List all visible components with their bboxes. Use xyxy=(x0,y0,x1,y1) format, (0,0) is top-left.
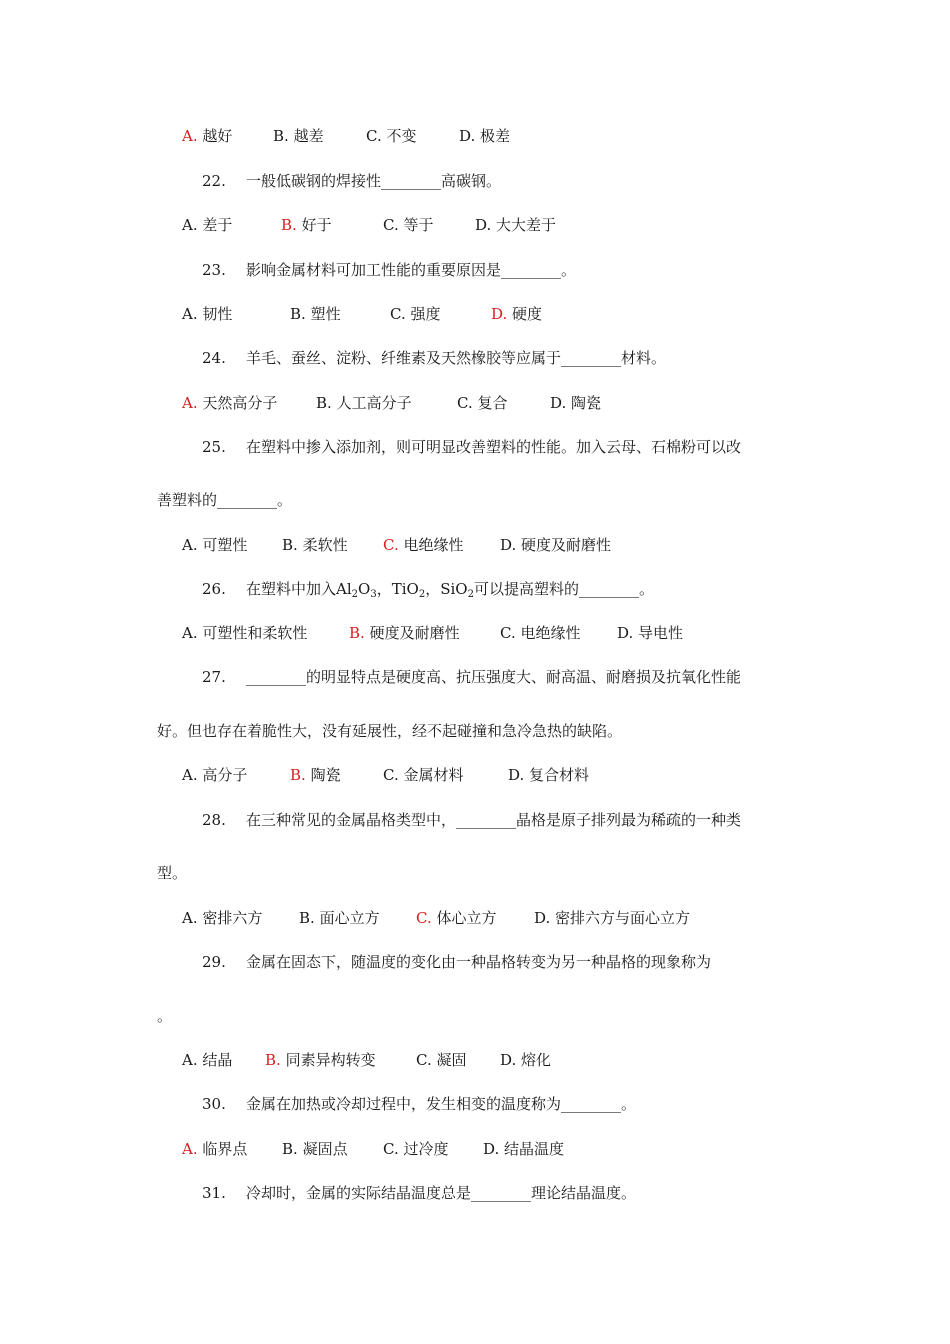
question-text: 金属在加热或冷却过程中，发生相变的温度称为________。 xyxy=(246,1095,637,1113)
option-c xyxy=(390,304,441,324)
option-letter: D. xyxy=(534,909,551,927)
option-text: 电绝缘性 xyxy=(520,624,581,642)
option-letter: A. xyxy=(182,1051,198,1069)
option-letter: D. xyxy=(475,216,492,234)
option-d xyxy=(475,215,556,235)
option-letter: A. xyxy=(182,766,198,784)
option-text: 金属材料 xyxy=(403,766,464,784)
option-text: 等于 xyxy=(403,216,434,234)
option-letter: D. xyxy=(483,1140,500,1158)
option-letter: B. xyxy=(290,305,306,323)
option-letter: B. xyxy=(265,1051,281,1069)
option-text: 结晶温度 xyxy=(504,1140,565,1158)
option-c xyxy=(383,765,464,785)
question-number: 28. xyxy=(202,811,226,829)
option-text: 不变 xyxy=(386,127,417,145)
option-text: 电绝缘性 xyxy=(403,536,464,554)
option-letter: C. xyxy=(383,216,399,234)
option-text: 硬度及耐磨性 xyxy=(521,536,612,554)
option-text: 复合 xyxy=(477,394,508,412)
question-number: 30. xyxy=(202,1095,226,1113)
option-letter: D. xyxy=(550,394,567,412)
question-number: 31. xyxy=(202,1184,226,1202)
option-text: 硬度 xyxy=(512,305,543,323)
option-c xyxy=(500,623,581,643)
option-text: 临界点 xyxy=(202,1140,248,1158)
option-b xyxy=(290,765,341,785)
option-b xyxy=(349,623,460,643)
option-a xyxy=(182,304,232,324)
option-d xyxy=(508,765,589,785)
option-c xyxy=(383,1139,449,1159)
option-a xyxy=(182,623,307,643)
option-letter: A. xyxy=(182,127,198,145)
option-letter: D. xyxy=(508,766,525,784)
option-text: 陶瓷 xyxy=(310,766,341,784)
subscript: 3 xyxy=(370,589,377,600)
option-letter: B. xyxy=(349,624,365,642)
option-letter: D. xyxy=(459,127,476,145)
option-c xyxy=(457,393,508,413)
option-letter: B. xyxy=(299,909,315,927)
option-b xyxy=(299,908,380,928)
question-text: 冷却时，金属的实际结晶温度总是________理论结晶温度。 xyxy=(246,1184,637,1202)
option-text: 强度 xyxy=(410,305,441,323)
option-text: 密排六方与面心立方 xyxy=(555,909,691,927)
option-text: 可塑性和柔软性 xyxy=(202,624,308,642)
question-text: 羊毛、蚕丝、淀粉、纤维素及天然橡胶等应属于________材料。 xyxy=(246,349,667,367)
option-c xyxy=(416,1050,467,1070)
question-number: 25. xyxy=(202,438,226,456)
question-number: 27. xyxy=(202,668,226,686)
option-text: 体心立方 xyxy=(436,909,497,927)
option-text: 凝固 xyxy=(436,1051,467,1069)
option-d xyxy=(483,1139,564,1159)
formula-text: 在塑料中加入Al xyxy=(246,580,352,598)
option-letter: C. xyxy=(366,127,382,145)
option-a xyxy=(182,1139,247,1159)
option-b xyxy=(273,126,324,146)
option-c xyxy=(383,535,464,555)
option-text: 越差 xyxy=(293,127,324,145)
option-letter: A. xyxy=(182,624,198,642)
subscript: 2 xyxy=(351,589,359,600)
option-text: 凝固点 xyxy=(302,1140,348,1158)
question-text: 在三种常见的金属晶格类型中，________晶格是原子排列最为稀疏的一种类 xyxy=(246,811,742,829)
option-a xyxy=(182,765,247,785)
option-d xyxy=(534,908,690,928)
option-text: 越好 xyxy=(202,127,233,145)
option-text: 韧性 xyxy=(202,305,233,323)
option-d xyxy=(617,623,683,643)
option-text: 过冷度 xyxy=(403,1140,449,1158)
option-d xyxy=(491,304,542,324)
option-letter: A. xyxy=(182,394,198,412)
option-a xyxy=(182,215,232,235)
option-letter: B. xyxy=(290,766,306,784)
option-text: 大大差于 xyxy=(496,216,557,234)
option-c xyxy=(383,215,434,235)
option-letter: A. xyxy=(182,1140,198,1158)
option-letter: D. xyxy=(491,305,508,323)
option-text: 硬度及耐磨性 xyxy=(369,624,460,642)
option-text: 密排六方 xyxy=(202,909,263,927)
option-letter: B. xyxy=(273,127,289,145)
option-b xyxy=(282,1139,348,1159)
question-number: 26. xyxy=(202,580,226,598)
option-letter: D. xyxy=(617,624,634,642)
option-text: 好于 xyxy=(301,216,332,234)
option-d xyxy=(459,126,510,146)
option-b xyxy=(281,215,332,235)
option-text: 陶瓷 xyxy=(571,394,602,412)
formula-text: ，TiO xyxy=(376,580,419,598)
option-text: 可塑性 xyxy=(202,536,248,554)
option-d xyxy=(500,535,611,555)
option-b xyxy=(265,1050,376,1070)
question-number: 29. xyxy=(202,953,226,971)
option-letter: D. xyxy=(500,536,517,554)
option-text: 差于 xyxy=(202,216,233,234)
option-text: 同素异构转变 xyxy=(285,1051,376,1069)
option-b xyxy=(282,535,348,555)
option-a xyxy=(182,908,262,928)
option-letter: D. xyxy=(500,1051,517,1069)
option-letter: C. xyxy=(500,624,516,642)
question-text: 一般低碳钢的焊接性________高碳钢。 xyxy=(246,172,502,190)
option-letter: C. xyxy=(416,909,432,927)
option-c xyxy=(416,908,497,928)
option-letter: A. xyxy=(182,216,198,234)
option-letter: A. xyxy=(182,536,198,554)
option-letter: B. xyxy=(282,1140,298,1158)
question-text: 金属在固态下，随温度的变化由一种晶格转变为另一种晶格的现象称为 xyxy=(246,953,712,971)
option-text: 极差 xyxy=(480,127,511,145)
option-letter: C. xyxy=(383,1140,399,1158)
option-d xyxy=(500,1050,551,1070)
question-text: ________的明显特点是硬度高、抗压强度大、耐高温、耐磨损及抗氧化性能 xyxy=(246,668,742,686)
option-text: 结晶 xyxy=(202,1051,233,1069)
question-number: 23. xyxy=(202,261,226,279)
option-text: 熔化 xyxy=(521,1051,552,1069)
option-letter: C. xyxy=(383,536,399,554)
option-letter: C. xyxy=(416,1051,432,1069)
option-letter: B. xyxy=(316,394,332,412)
option-d xyxy=(550,393,601,413)
option-letter: A. xyxy=(182,305,198,323)
option-a xyxy=(182,393,277,413)
question-text-continued: 善塑料的________。 xyxy=(157,491,293,509)
option-letter: B. xyxy=(281,216,297,234)
option-text: 人工高分子 xyxy=(336,394,412,412)
option-text: 高分子 xyxy=(202,766,248,784)
option-c xyxy=(366,126,417,146)
option-letter: C. xyxy=(390,305,406,323)
option-text: 导电性 xyxy=(638,624,684,642)
question-number: 22. xyxy=(202,172,226,190)
option-b xyxy=(316,393,412,413)
option-letter: C. xyxy=(457,394,473,412)
option-text: 复合材料 xyxy=(529,766,590,784)
formula-text: O xyxy=(358,580,371,598)
option-letter: A. xyxy=(182,909,198,927)
option-a xyxy=(182,1050,232,1070)
question-text-continued: 型。 xyxy=(157,864,188,882)
formula-text: ，SiO xyxy=(425,580,468,598)
subscript: 2 xyxy=(418,589,426,600)
question-text xyxy=(246,579,654,605)
option-text: 塑性 xyxy=(310,305,341,323)
option-letter: B. xyxy=(282,536,298,554)
option-b xyxy=(290,304,341,324)
option-a xyxy=(182,126,232,146)
option-text: 天然高分子 xyxy=(202,394,278,412)
question-text-continued: 。 xyxy=(157,1007,173,1025)
question-text-continued: 好。但也存在着脆性大，没有延展性，经不起碰撞和急冷急热的缺陷。 xyxy=(157,722,623,740)
question-text: 影响金属材料可加工性能的重要原因是________。 xyxy=(246,261,577,279)
option-text: 柔软性 xyxy=(302,536,348,554)
option-a xyxy=(182,535,247,555)
question-number: 24. xyxy=(202,349,226,367)
subscript: 2 xyxy=(467,589,474,600)
question-text: 在塑料中掺入添加剂，则可明显改善塑料的性能。加入云母、石棉粉可以改 xyxy=(246,438,742,456)
option-letter: C. xyxy=(383,766,399,784)
formula-text: 可以提高塑料的________。 xyxy=(473,580,654,598)
option-text: 面心立方 xyxy=(319,909,380,927)
